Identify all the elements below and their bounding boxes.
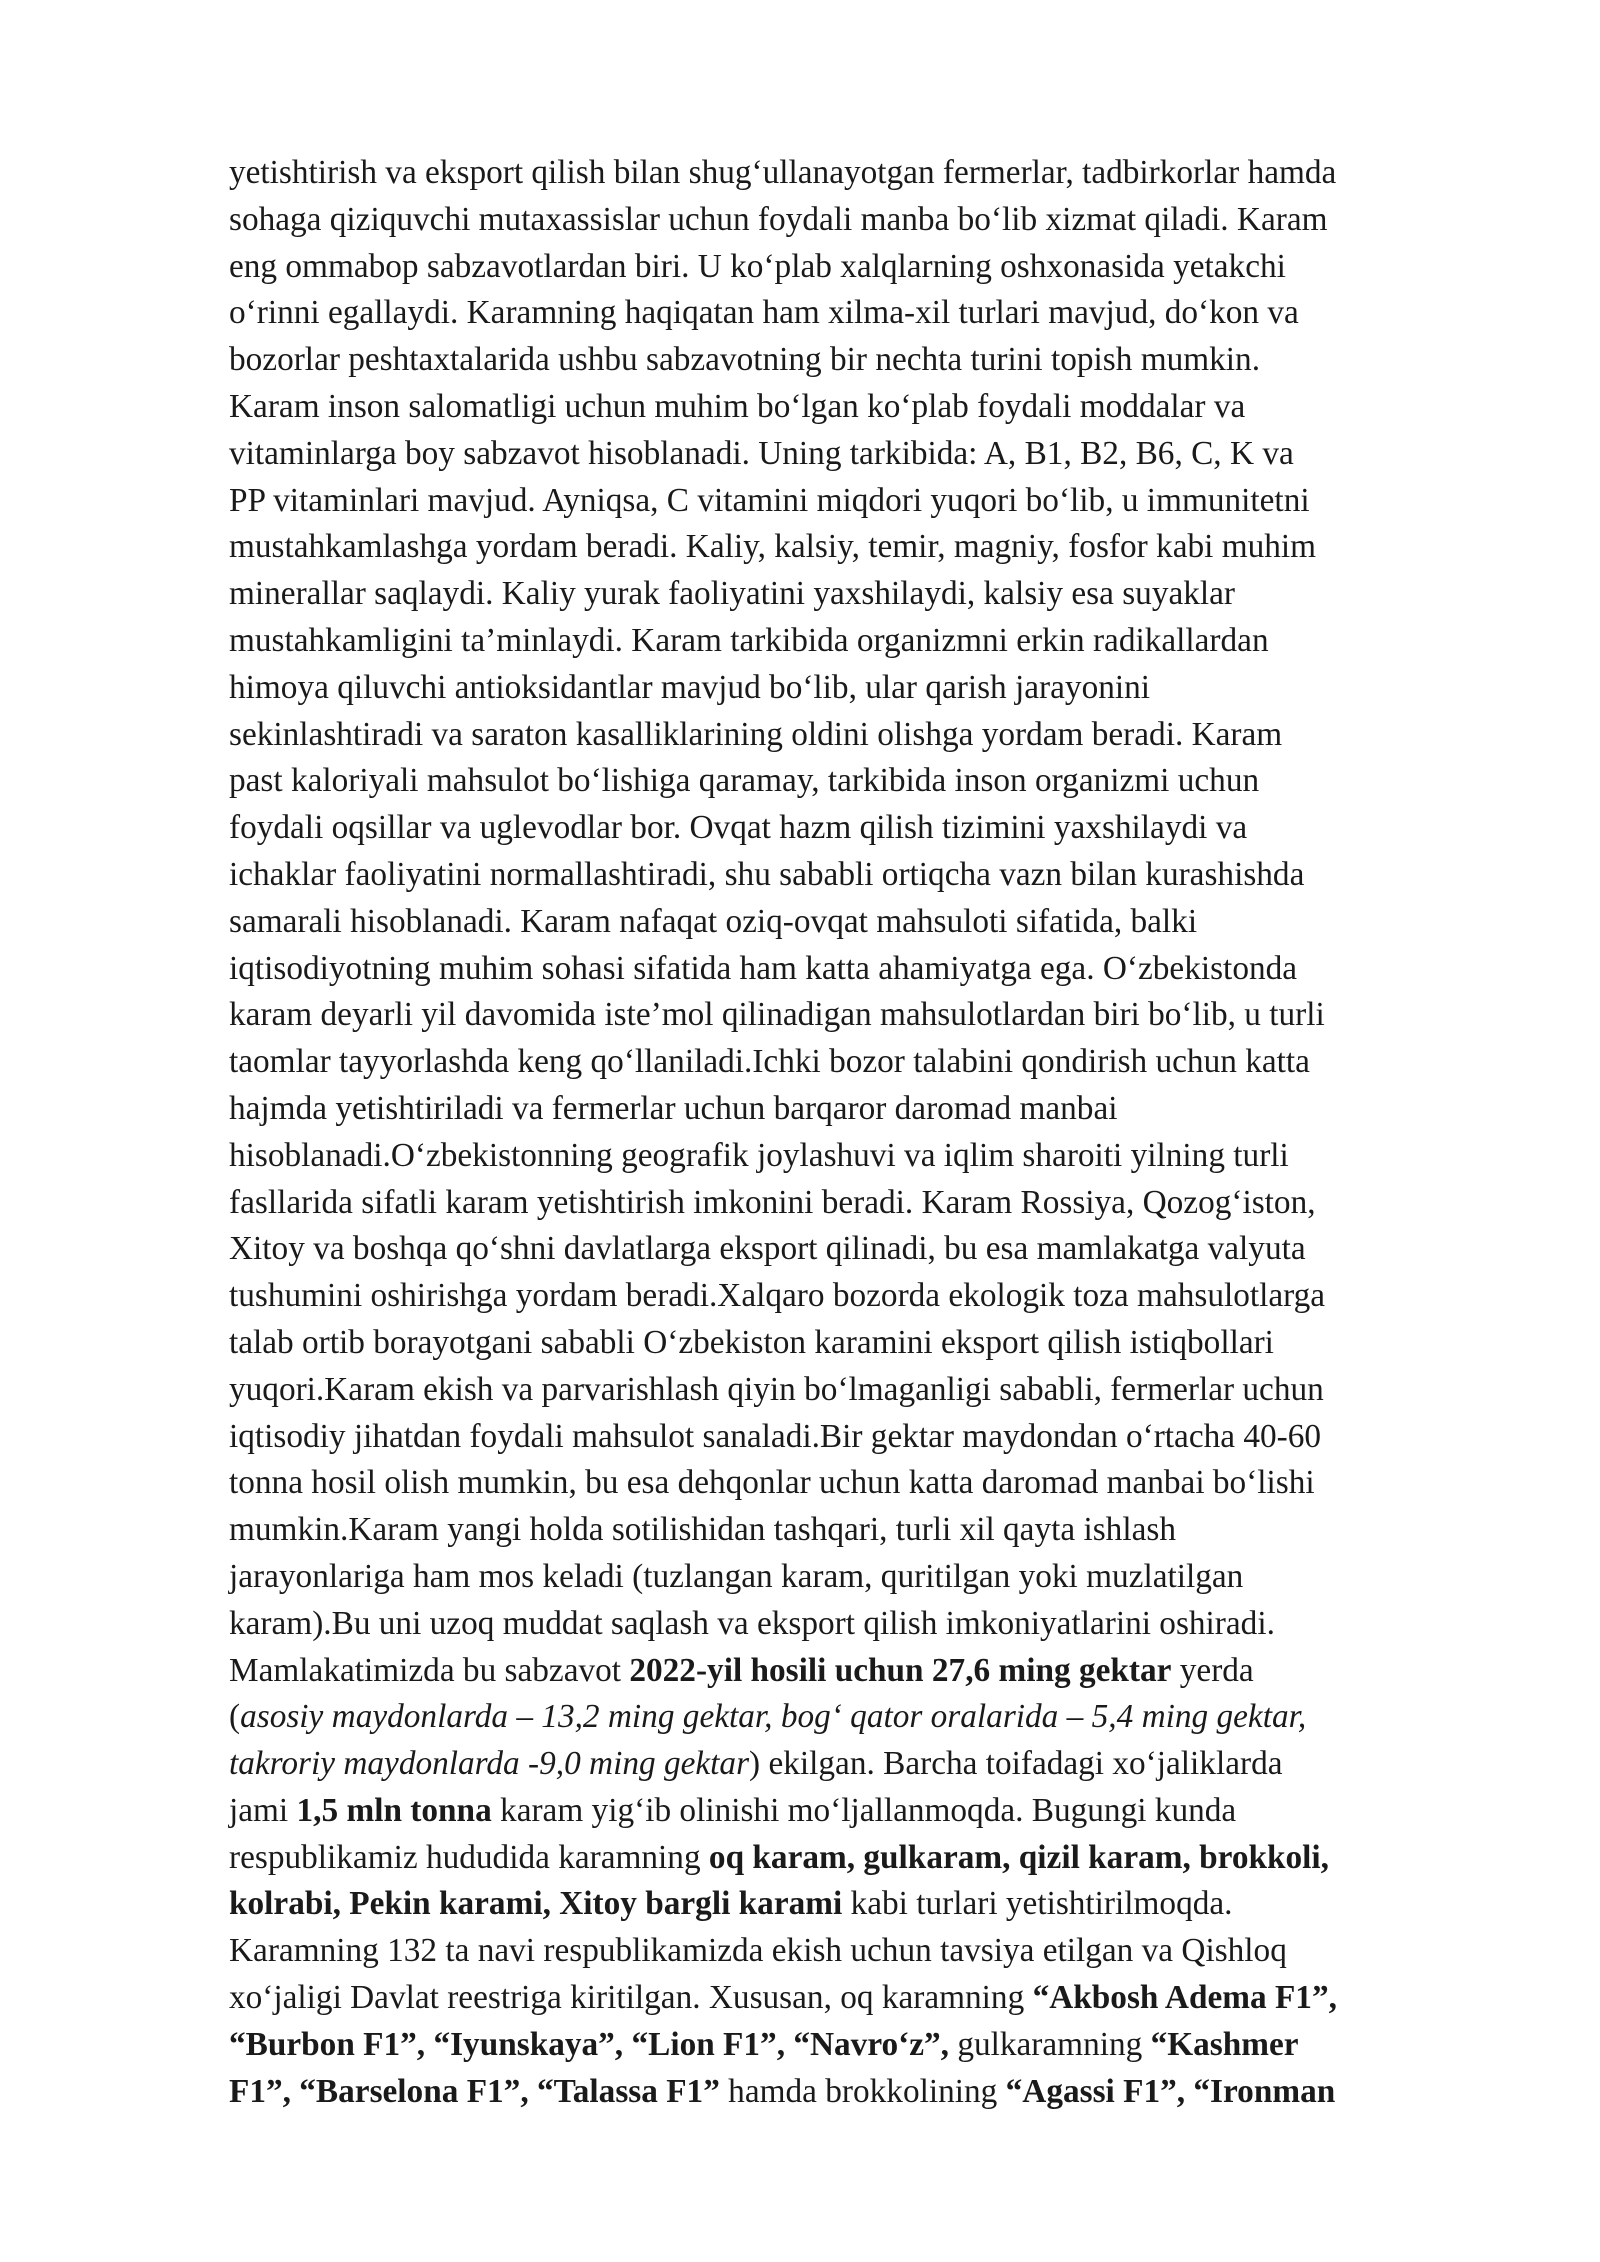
text-line-20: taomlar tayyorlashda keng qo‘llaniladi.Ichki bozor talabini qondirish uchun katta [229,1043,1310,1081]
text-run: kabi turlari yetishtirilmoqda. [842,1885,1233,1923]
bold-run: 1,5 mln tonna [296,1791,492,1829]
text-line-30: mumkin.Karam yangi holda sotilishidan tashqari, turli xil qayta ishlash [229,1511,1176,1549]
bold-run: 2022-yil hosili uchun 27,6 ming gektar [629,1651,1172,1689]
text-line-32: karam).Bu uni uzoq muddat saqlash va eksport qilish imkoniyatlarini oshiradi. [229,1604,1275,1642]
text-line-11: mustahkamligini ta’minlaydi. Karam tarkibida organizmni erkin radikallardan [229,621,1269,659]
text-line-7: vitaminlarga boy sabzavot hisoblanadi. Uning tarkibida: A, B1, B2, B6, C, K va [229,434,1294,472]
text-line-21: hajmda yetishtiriladi va fermerlar uchun barqaror daromad manbai [229,1089,1118,1127]
text-run: Mamlakatimizda bu sabzavot [229,1651,630,1689]
text-line-6: Karam inson salomatligi uchun muhim bo‘lgan ko‘plab foydali moddalar va [229,387,1246,425]
text-line-19: karam deyarli yil davomida iste’mol qilinadigan mahsulotlardan biri bo‘lib, u turli [229,996,1325,1034]
text-line-1: yetishtirish va eksport qilish bilan shug‘ullanayotgan fermerlar, tadbirkorlar hamda [229,154,1337,191]
text-run: ) ekilgan. Barcha toifadagi xo‘jaliklarda [749,1745,1283,1783]
text-line-5: bozorlar peshtaxtalarida ushbu sabzavotning bir nechta turini topish mumkin. [229,341,1261,379]
text-run: xo‘jaligi Davlat reestriga kiritilgan. Xususan, oq karamning [229,1979,1033,2017]
text-line-37 [229,1835,1529,1882]
text-line-34 [229,1694,1529,1741]
bold-run: kolrabi, Pekin karami, Xitoy bargli karami [229,1885,843,1923]
text-line-33 [229,1648,1529,1695]
text-line-26: talab ortib borayotgani sababli O‘zbekiston karamini eksport qilish istiqbollari [229,1323,1274,1361]
text-run: jami [229,1791,297,1829]
text-run: respublikamiz hududida karamning [229,1838,709,1876]
text-line-12: himoya qiluvchi antioksidantlar mavjud bo‘lib, ular qarish jarayonini [229,668,1151,706]
text-run: gulkaramning [949,2025,1151,2063]
text-run: ( [229,1698,241,1736]
text-line-16: ichaklar faoliyatini normallashtiradi, shu sababli ortiqcha vazn bilan kurashishda [229,855,1305,893]
text-line-15: foydali oqsillar va uglevodlar bor. Ovqat hazm qilish tizimini yaxshilaydi va [229,809,1248,847]
text-line-2: sohaga qiziquvchi mutaxassislar uchun foydali manba bo‘lib xizmat qiladi. Karam [229,200,1328,238]
text-line-35 [229,1741,1529,1788]
text-line-8: PP vitaminlari mavjud. Ayniqsa, C vitamini miqdori yuqori bo‘lib, u immunitetni [229,481,1310,519]
bold-run: oq karam, gulkaram, qizil karam, brokkoli, [708,1838,1329,1876]
text-line-9: mustahkamlashga yordam beradi. Kaliy, kalsiy, temir, magniy, fosfor kabi muhim [229,528,1317,566]
text-line-38 [229,1881,1529,1928]
text-run: yerda [1171,1651,1254,1689]
text-line-24: Xitoy va boshqa qo‘shni davlatlarga eksport qilinadi, bu esa mamlakatga valyuta [229,1230,1306,1268]
text-line-42 [229,2069,1529,2116]
text-line-4: o‘rinni egallaydi. Karamning haqiqatan ham xilma-xil turlari mavjud, do‘kon va [229,294,1299,332]
text-line-40 [229,1975,1529,2022]
text-line-39: Karamning 132 ta navi respublikamizda ekish uchun tavsiya etilgan va Qishloq [229,1932,1287,1970]
text-line-14: past kaloriyali mahsulot bo‘lishiga qaramay, tarkibida inson organizmi uchun [229,762,1260,800]
text-run: karam yig‘ib olinishi mo‘ljallanmoqda. Bugungi kunda [491,1791,1237,1829]
text-line-18: iqtisodiyotning muhim sohasi sifatida ham katta ahamiyatga ega. O‘zbekistonda [229,949,1298,987]
text-run: hamda brokkolining [719,2072,1006,2110]
bold-run: “Kashmer [1150,2025,1299,2063]
bold-run: “Burbon F1”, “Iyunskaya”, “Lion F1”, “Navro‘z”, [229,2025,949,2063]
italic-run: asosiy maydonlarda – 13,2 ming gektar, bog‘ qator oralarida – 5,4 ming gektar, [240,1698,1307,1736]
bold-run: “Akbosh Adema F1”, [1032,1979,1337,2017]
body-text [229,150,1529,2115]
text-line-23: fasllarida sifatli karam yetishtirish imkonini beradi. Karam Rossiya, Qozog‘iston, [229,1183,1316,1221]
text-line-29: tonna hosil olish mumkin, bu esa dehqonlar uchun katta daromad manbai bo‘lishi [229,1464,1315,1502]
italic-run: takroriy maydonlarda -9,0 ming gektar [229,1745,750,1783]
text-line-27: yuqori.Karam ekish va parvarishlash qiyin bo‘lmaganligi sababli, fermerlar uchun [229,1370,1324,1408]
text-line-10: minerallar saqlaydi. Kaliy yurak faoliyatini yaxshilaydi, kalsiy esa suyaklar [229,575,1236,613]
text-line-17: samarali hisoblanadi. Karam nafaqat oziq-ovqat mahsuloti sifatida, balki [229,902,1198,940]
text-line-13: sekinlashtiradi va saraton kasalliklarining oldini olishga yordam beradi. Karam [229,715,1283,753]
text-line-22: hisoblanadi.O‘zbekistonning geografik joylashuvi va iqlim sharoiti yilning turli [229,1136,1289,1174]
text-line-28: iqtisodiy jihatdan foydali mahsulot sanaladi.Bir gektar maydondan o‘rtacha 40-60 [229,1417,1322,1455]
text-line-3: eng ommabop sabzavotlardan biri. U ko‘plab xalqlarning oshxonasida yetakchi [229,247,1286,285]
bold-run: F1”, “Barselona F1”, “Talassa F1” [229,2072,720,2110]
bold-run: “Agassi F1”, “Ironman [1005,2072,1336,2110]
text-line-25: tushumini oshirishga yordam beradi.Xalqaro bozorda ekologik toza mahsulotlarga [229,1277,1326,1315]
text-line-31: jarayonlariga ham mos keladi (tuzlangan karam, quritilgan yoki muzlatilgan [229,1557,1244,1595]
text-line-36 [229,1788,1529,1835]
text-line-41 [229,2022,1529,2069]
